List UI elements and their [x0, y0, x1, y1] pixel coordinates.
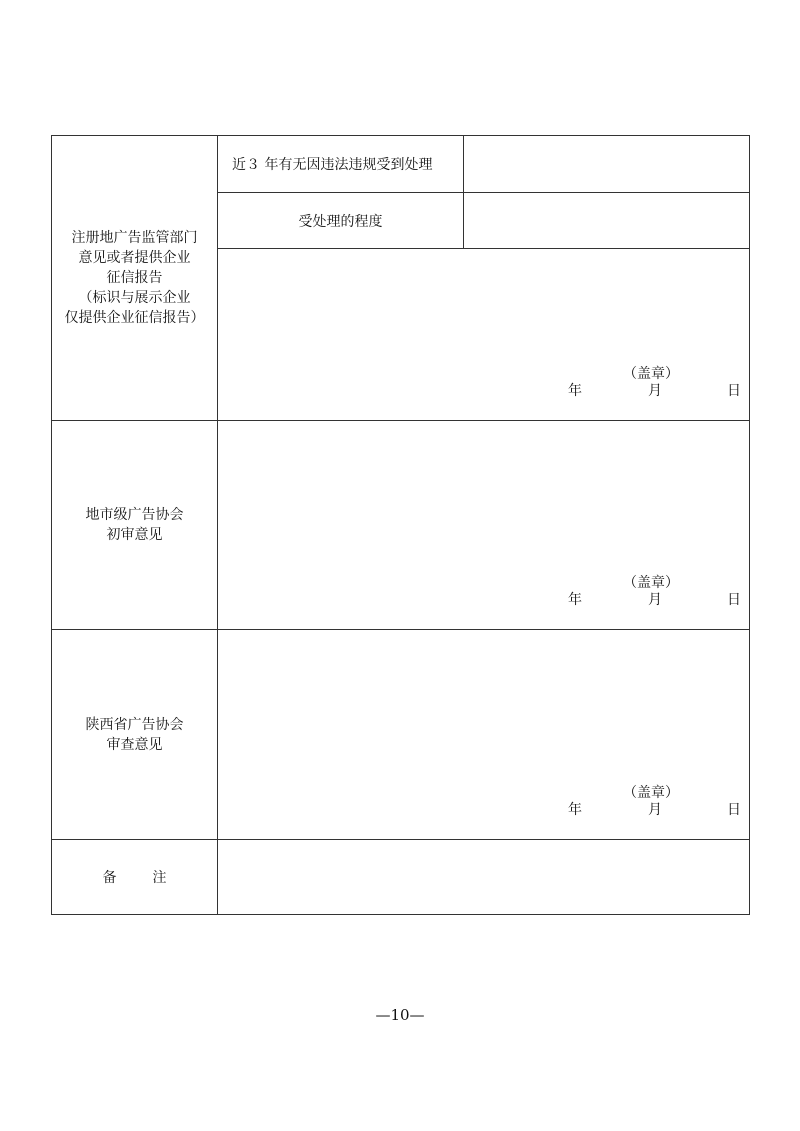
question-violations-answer-field[interactable]: [464, 136, 750, 193]
section3-row: [52, 630, 750, 840]
section1-label: [52, 136, 218, 421]
date-day-label: 日: [727, 592, 741, 608]
seal-label: （盖章）: [623, 575, 679, 591]
section2-row: [52, 421, 750, 630]
section1-label-line: 意见或者提供企业: [78, 250, 191, 266]
date-day-label: 日: [727, 802, 741, 818]
review-form-table: [51, 135, 750, 915]
section3-label-line: 陕西省广告协会: [85, 716, 184, 733]
section1-signature-block: [218, 360, 749, 420]
date-month-label: 月: [648, 592, 662, 608]
question-degree-answer-field[interactable]: [464, 193, 750, 249]
section1-label-line: （标识与展示企业: [78, 290, 191, 306]
page-number: —10—: [375, 1006, 425, 1024]
date-year-label: 年: [568, 383, 582, 399]
seal-label: （盖章）: [623, 366, 679, 382]
remarks-label: [52, 840, 218, 915]
section2-label-line: 初审意见: [106, 527, 163, 543]
section2-label-line: 地市级广告协会: [85, 507, 184, 523]
remarks-label-part1: 备: [102, 870, 117, 886]
date-month-label: 月: [648, 802, 662, 818]
section1-label-line: 仅提供企业征信报告）: [64, 310, 205, 326]
question-degree-label: 受处理的程度: [218, 193, 464, 249]
seal-label: （盖章）: [623, 785, 679, 801]
date-year-label: 年: [568, 802, 582, 818]
section2-opinion-field[interactable]: [218, 421, 750, 630]
date-month-label: 月: [648, 383, 662, 399]
section2-label: [52, 421, 218, 630]
section3-label-line: 审查意见: [106, 736, 163, 753]
section1-label-line: 征信报告: [106, 270, 163, 286]
remarks-label-part2: 注: [152, 870, 167, 886]
section2-signature-block: [218, 569, 749, 629]
section1-row-question1: [52, 136, 750, 193]
remarks-row: [52, 840, 750, 915]
section3-opinion-field[interactable]: [218, 630, 750, 840]
date-year-label: 年: [568, 592, 582, 608]
section1-label-line: 注册地广告监管部门: [71, 230, 198, 246]
section3-label: [52, 630, 218, 840]
section1-opinion-field[interactable]: [218, 249, 750, 421]
date-day-label: 日: [727, 383, 741, 399]
question-violations-label: 近３ 年有无因违法违规受到处理: [218, 136, 464, 193]
section3-signature-block: [218, 779, 749, 839]
remarks-field[interactable]: [218, 840, 750, 915]
